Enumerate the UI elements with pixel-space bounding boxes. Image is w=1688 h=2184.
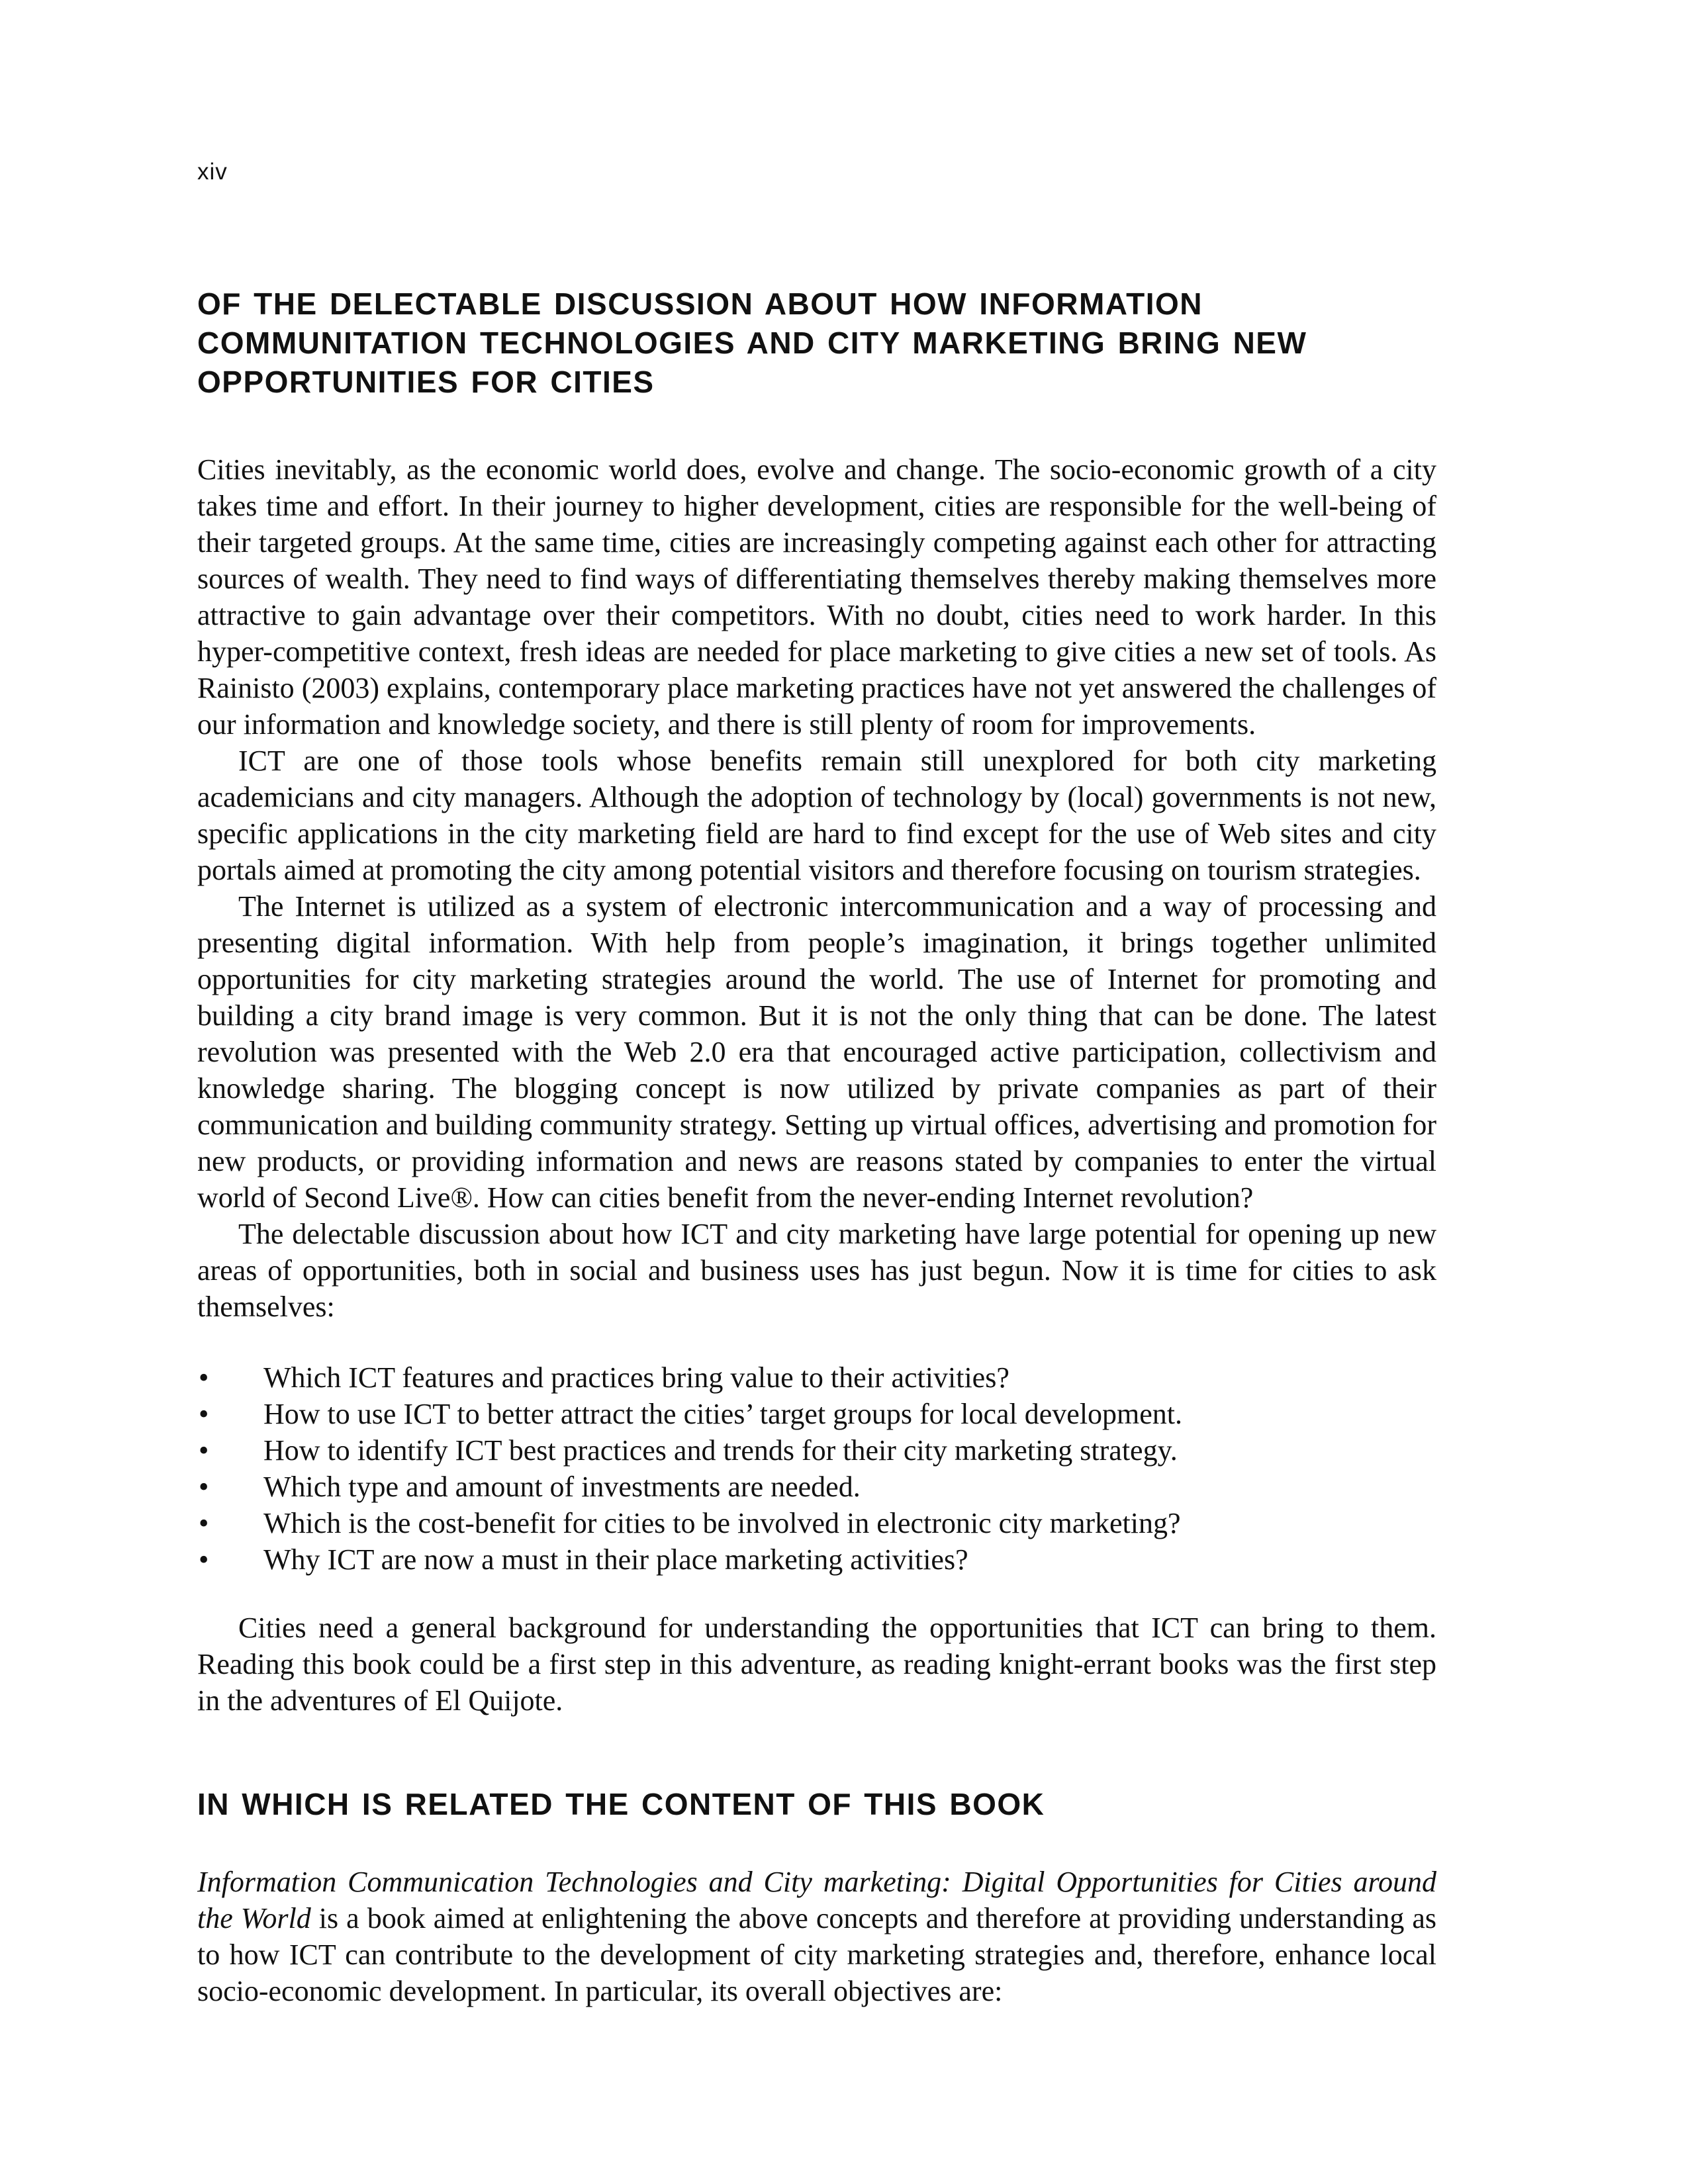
list-item xyxy=(197,1432,1436,1469)
paragraph: The Internet is utilized as a system of electronic intercommunication and a way of processing and presenting digital information. With help from people’s imagination, it brings together unlimited opportunities for city marketing strategies around the world. The use of Internet for promoting and building a city brand image is very common. But it is not the only thing that can be done. The latest revolution was presented with the Web 2.0 era that encouraged active participation, collectivism and knowledge sharing. The blogging concept is now utilized by private companies as part of their communication and building community strategy. Setting up virtual offices, advertising and promotion for new products, or providing information and news are reasons stated by companies to enter the virtual world of Second Live®. How can cities benefit from the never-ending Internet revolution? xyxy=(197,890,1436,1214)
section-heading-content: IN WHICH IS RELATED THE CONTENT OF THIS BOOK xyxy=(197,1787,1045,1821)
list-item-text: Which type and amount of investments are needed. xyxy=(263,1471,861,1503)
section-heading-intro xyxy=(197,285,1436,402)
paragraph: The delectable discussion about how ICT and city marketing have large potential for opening up new areas of opportunities, both in social and business uses has just begun. Now it is time for cities to ask themselves: xyxy=(197,1218,1436,1323)
list-item-text: Which is the cost-benefit for cities to be involved in electronic city marketing? xyxy=(263,1507,1181,1539)
paragraph: ICT are one of those tools whose benefits remain still unexplored for both city marketing academicians and city managers. Although the adoption of technology by (local) governments is not new, specific applications in the city marketing field are hard to find except for the use of Web sites and city portals aimed at promoting the city among potential visitors and therefore focusing on tourism strategies. xyxy=(197,745,1436,886)
heading-line: COMMUNITATION TECHNOLOGIES AND CITY MARKETING BRING NEW xyxy=(197,326,1307,360)
page-number: xiv xyxy=(197,159,228,185)
bullet-icon: • xyxy=(199,1471,209,1503)
list-item xyxy=(197,1396,1436,1432)
list-item xyxy=(197,1541,1436,1578)
page-body xyxy=(197,285,1436,2009)
bullet-icon: • xyxy=(199,1434,209,1467)
heading-line: OF THE DELECTABLE DISCUSSION ABOUT HOW INFORMATION xyxy=(197,287,1203,321)
heading-line: OPPORTUNITIES FOR CITIES xyxy=(197,365,655,399)
paragraph: Cities need a general background for understanding the opportunities that ICT can bring to them. Reading this book could be a first step in this adventure, as reading knight-errant books was the first step in the adventures of El Quijote. xyxy=(197,1612,1436,1717)
book-title: Information Communication Technologies and City marketing: Digital Opportunities for Cities around the World xyxy=(197,1866,1436,1934)
paragraph: Cities inevitably, as the economic world does, evolve and change. The socio-economic growth of a city takes time and effort. In their journey to higher development, cities are responsible for the well-being of their targeted groups. At the same time, cities are increasingly competing against each other for attracting sources of wealth. They need to find ways of differentiating themselves thereby making themselves more attractive to gain advantage over their competitors. With no doubt, cities need to work harder. In this hyper-competitive context, fresh ideas are needed for place marketing to give cities a new set of tools. As Rainisto (2003) explains, contemporary place marketing practices have not yet answered the challenges of our information and knowledge society, and there is still plenty of room for improvements. xyxy=(197,453,1436,741)
list-item-text: How to identify ICT best practices and trends for their city marketing strategy. xyxy=(263,1434,1178,1467)
list-item xyxy=(197,1469,1436,1505)
bullet-icon: • xyxy=(199,1543,209,1576)
bullet-icon: • xyxy=(199,1361,209,1394)
list-item xyxy=(197,1359,1436,1396)
bullet-icon: • xyxy=(199,1507,209,1539)
list-item-text: How to use ICT to better attract the cities’ target groups for local development. xyxy=(263,1398,1183,1430)
paragraph xyxy=(197,1864,1436,2009)
bullet-icon: • xyxy=(199,1398,209,1430)
paragraph-text: is a book aimed at enlightening the above concepts and therefore at providing understanding as to how ICT can contribute to the development of city marketing strategies and, therefore, enhance local socio-economic development. In particular, its overall objectives are: xyxy=(197,1902,1437,2007)
list-item-text: Which ICT features and practices bring value to their activities? xyxy=(263,1361,1009,1394)
list-item xyxy=(197,1505,1436,1541)
list-item-text: Why ICT are now a must in their place marketing activities? xyxy=(263,1543,968,1576)
questions-list xyxy=(197,1359,1436,1578)
